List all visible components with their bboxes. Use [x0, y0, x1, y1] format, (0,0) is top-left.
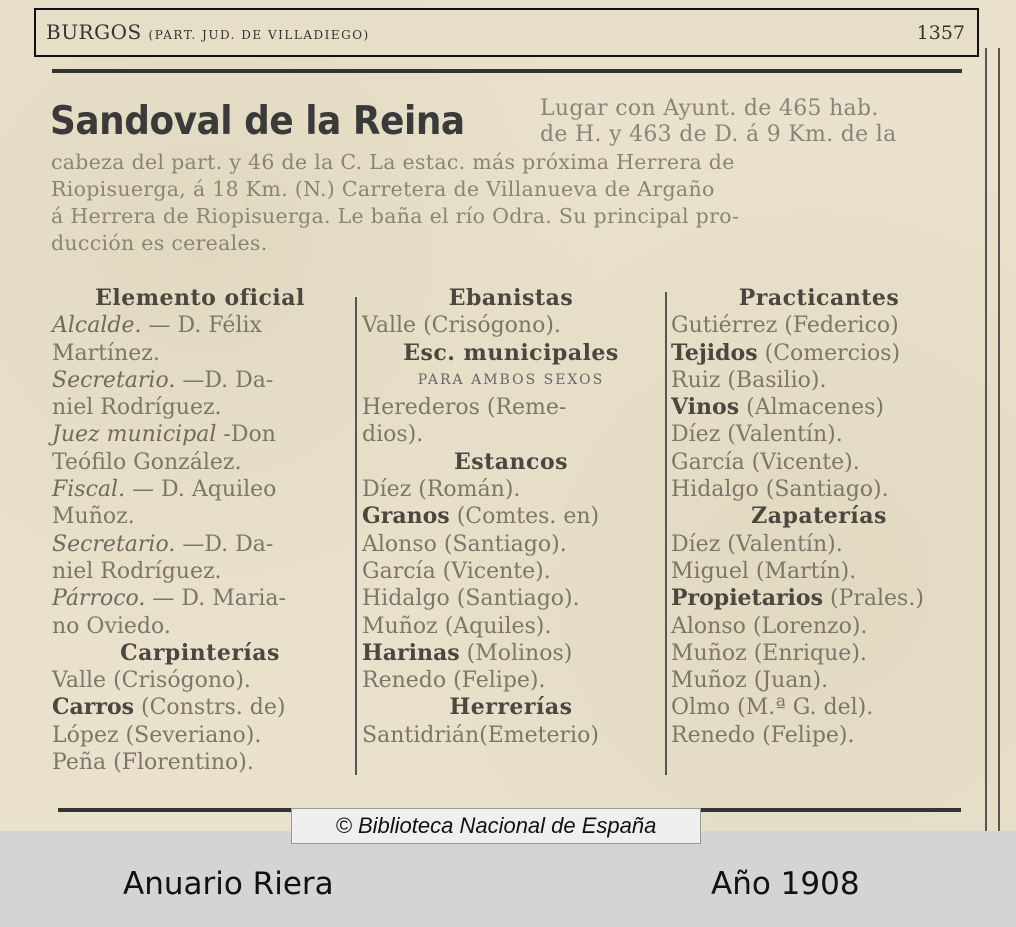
top-rule: [52, 69, 962, 73]
official-name: -Don: [223, 422, 276, 448]
category-heading: [362, 503, 660, 530]
list-item: Alonso (Lorenzo).: [671, 613, 868, 639]
list-item: niel Rodríguez.: [52, 395, 222, 421]
page-number: 1357: [916, 22, 965, 44]
category-qualifier: (Molinos): [466, 640, 573, 666]
official-entry: [52, 585, 348, 612]
column-divider-1: [355, 297, 357, 775]
section-heading: Ebanistas: [448, 285, 574, 311]
list-item: Valle (Crisógono).: [362, 313, 561, 339]
category-name: Harinas: [362, 639, 460, 666]
entry-title: Sandoval de la Reina: [50, 99, 465, 144]
official-entry: [52, 476, 348, 503]
section-heading: Herrerías: [449, 694, 573, 721]
list-item: Peña (Florentino).: [52, 750, 254, 776]
section-heading: Carpinterías: [120, 639, 280, 666]
list-item: Muñoz (Enrique).: [671, 640, 867, 666]
category-heading: [362, 640, 660, 667]
column-2: [362, 285, 660, 749]
list-item: Muñoz (Aquiles).: [362, 613, 552, 639]
list-item: Díez (Román).: [362, 477, 521, 503]
section-heading: Elemento oficial: [95, 285, 305, 311]
official-title: Juez municipal: [52, 422, 217, 448]
intro-line: Riopisuerga, á 18 Km. (N.) Carretera de Villanueva de Argaño: [51, 177, 715, 201]
section-heading: Esc. municipales: [403, 339, 619, 366]
header-location: [46, 20, 370, 44]
list-item: López (Severiano).: [52, 722, 262, 748]
section-heading: Estancos: [453, 448, 569, 475]
official-title: Párroco.: [52, 586, 146, 612]
category-heading: [52, 694, 348, 721]
list-item: Gutiérrez (Federico): [671, 313, 899, 339]
category-name: Granos: [362, 503, 450, 530]
list-item: Díez (Valentín).: [671, 531, 843, 557]
list-item: niel Rodríguez.: [52, 558, 222, 584]
list-item: García (Vicente).: [671, 449, 860, 475]
list-item: Renedo (Felipe).: [362, 668, 546, 694]
category-qualifier: (Prales.): [829, 586, 924, 612]
list-item: Hidalgo (Santiago).: [362, 586, 580, 612]
right-margin-rule-2: [998, 48, 1000, 831]
official-title: Fiscal.: [52, 477, 126, 503]
category-heading: [671, 340, 967, 367]
category-qualifier: (Constrs. de): [141, 695, 286, 721]
list-item: Alonso (Santiago).: [362, 531, 567, 557]
category-qualifier: (Almacenes): [746, 395, 884, 421]
intro-line: Lugar con Ayunt. de 465 hab.: [540, 96, 879, 121]
right-margin-rule-1: [985, 48, 987, 831]
official-entry: [52, 421, 348, 448]
official-name: —D. Da-: [182, 531, 274, 557]
list-item: Miguel (Martín).: [671, 558, 857, 584]
section-subheading: PARA AMBOS SEXOS: [417, 371, 605, 388]
column-3: [671, 285, 967, 749]
category-name: Carros: [52, 694, 135, 721]
header-place: BURGOS: [46, 20, 142, 44]
official-name: — D. Aquileo: [132, 477, 277, 503]
list-item: García (Vicente).: [362, 558, 551, 584]
list-item: Herederos (Reme-: [362, 395, 567, 421]
intro-line: á Herrera de Riopisuerga. Le baña el río Odra. Su principal pro-: [51, 204, 740, 228]
column-1: [52, 285, 348, 776]
official-name: — D. Félix: [148, 313, 262, 339]
intro-line: de H. y 463 de D. á 9 Km. de la: [540, 122, 897, 147]
column-divider-2: [665, 292, 667, 775]
official-title: Secretario.: [52, 367, 176, 393]
section-heading: Zapaterías: [751, 503, 887, 530]
category-heading: [671, 394, 967, 421]
category-name: Propietarios: [671, 585, 823, 612]
intro-line: ducción es cereales.: [51, 231, 268, 255]
category-qualifier: (Comercios): [764, 340, 901, 366]
credit-label: © Biblioteca Nacional de España: [291, 808, 701, 844]
list-item: Ruiz (Basilio).: [671, 367, 827, 393]
official-title: Secretario.: [52, 531, 176, 557]
category-qualifier: (Comtes. en): [456, 504, 600, 530]
list-item: Hidalgo (Santiago).: [671, 477, 889, 503]
list-item: Valle (Crisógono).: [52, 668, 251, 694]
list-item: Teófilo González.: [52, 449, 242, 475]
intro-line: cabeza del part. y 46 de la C. La estac. más próxima Herrera de: [51, 150, 735, 174]
list-item: Martínez.: [52, 340, 160, 366]
list-item: Muñoz.: [52, 504, 135, 530]
category-name: Tejidos: [671, 339, 758, 366]
list-item: dios).: [362, 422, 424, 448]
official-entry: [52, 367, 348, 394]
official-name: —D. Da-: [182, 367, 274, 393]
list-item: Muñoz (Juan).: [671, 668, 829, 694]
official-entry: [52, 531, 348, 558]
category-heading: [671, 585, 967, 612]
caption-left: Anuario Riera: [123, 866, 334, 902]
list-item: no Oviedo.: [52, 613, 171, 639]
category-name: Vinos: [671, 394, 740, 421]
official-name: — D. Maria-: [152, 586, 286, 612]
official-title: Alcalde.: [52, 313, 142, 339]
section-heading: Practicantes: [738, 285, 900, 311]
list-item: Díez (Valentín).: [671, 422, 843, 448]
list-item: Olmo (M.ª G. del).: [671, 695, 874, 721]
header-district: (PART. JUD. DE VILLADIEGO): [148, 28, 370, 42]
list-item: Santidrián(Emeterio): [362, 722, 599, 748]
official-entry: [52, 312, 348, 339]
page-header: [34, 8, 979, 57]
caption-right: Año 1908: [711, 866, 860, 902]
list-item: Renedo (Felipe).: [671, 722, 855, 748]
